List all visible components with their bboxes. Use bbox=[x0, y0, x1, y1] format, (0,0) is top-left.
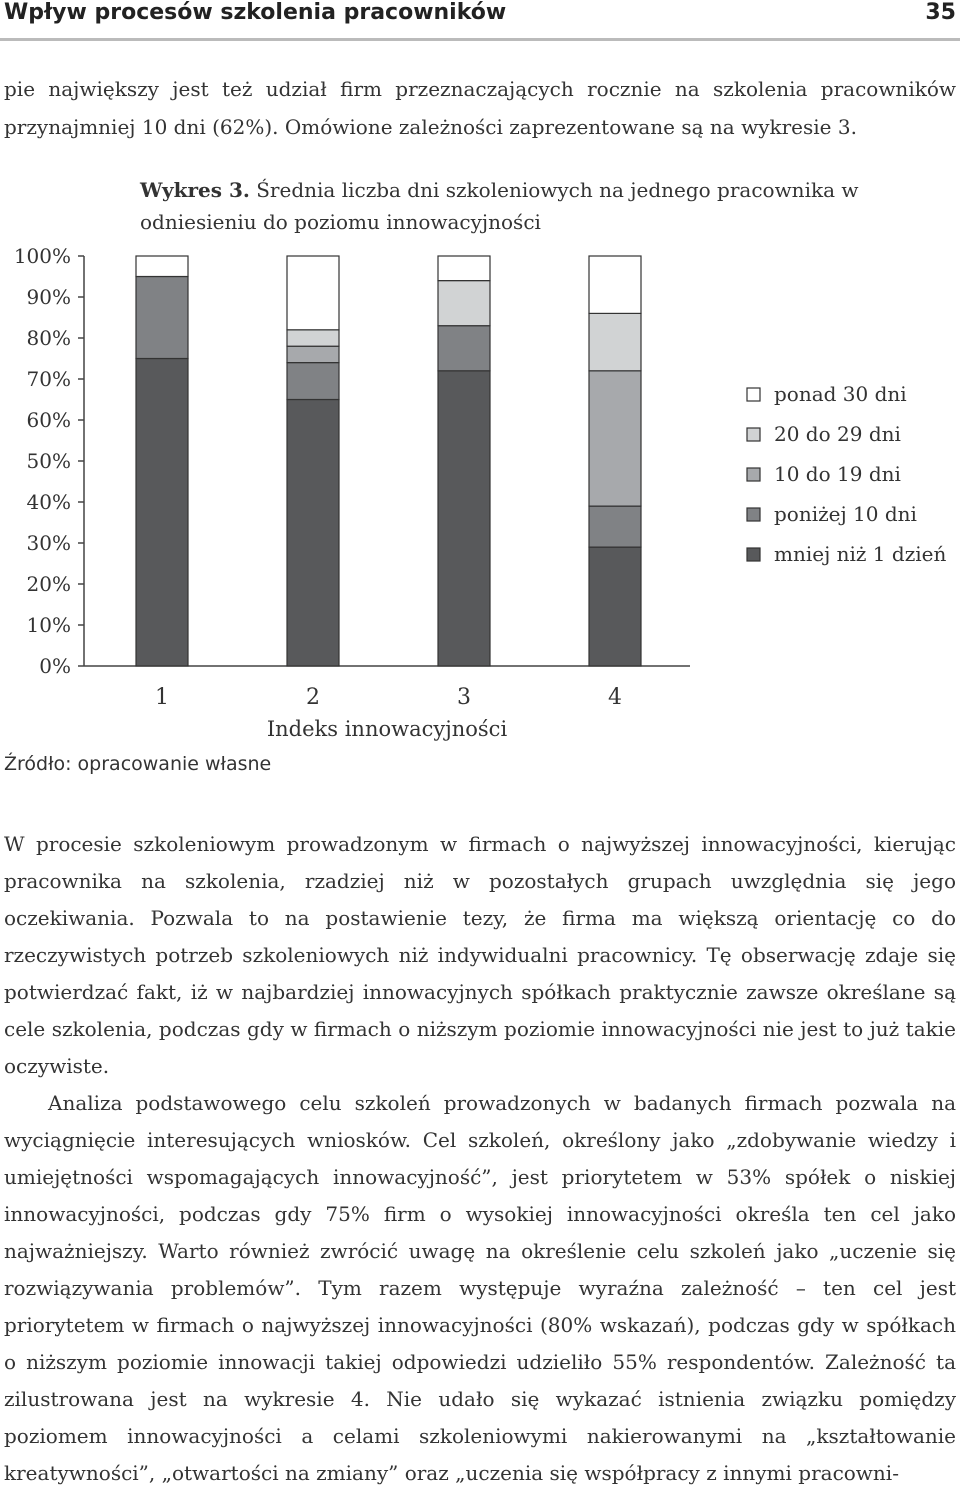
legend-label: mniej niż 1 dzień bbox=[774, 542, 947, 566]
bar-segment bbox=[287, 400, 339, 667]
figure-source: Źródło: opracowanie własne bbox=[4, 753, 272, 775]
x-tick-label: 2 bbox=[306, 685, 320, 710]
page-number: 35 bbox=[925, 0, 956, 25]
bar-segment bbox=[136, 277, 188, 359]
legend-swatch bbox=[747, 508, 760, 521]
y-tick-label: 60% bbox=[26, 408, 71, 432]
running-title: Wpływ procesów szkolenia pracowników bbox=[4, 0, 507, 25]
y-tick-label: 100% bbox=[13, 244, 71, 268]
running-header bbox=[0, 0, 960, 30]
bar-segment bbox=[438, 326, 490, 371]
bar-segment bbox=[589, 371, 641, 506]
intro-paragraph bbox=[4, 70, 956, 146]
figure-caption bbox=[140, 174, 955, 238]
body-text bbox=[4, 826, 956, 1492]
y-tick-label: 90% bbox=[26, 285, 71, 309]
legend-label: ponad 30 dni bbox=[774, 382, 907, 406]
legend-swatch bbox=[747, 388, 760, 401]
x-tick-label: 4 bbox=[608, 685, 622, 710]
figure-label: Wykres 3. bbox=[140, 178, 250, 202]
paragraph-1: W procesie szkoleniowym prowadzonym w firmach o najwyższej innowacyjności, kierując pracownika na szkolenia, rzadziej niż w pozostałych grupach uwzględnia się jego oczekiwania. Pozwala to na postawienie tezy, że firma ma większą orientację co do rzeczywistych potrzeb szkoleniowych niż indywidualni pracownicy. Tę obserwację zdaje się potwierdzać fakt, iż w najbardziej innowacyjnych spółkach praktycznie zawsze określane są cele szkolenia, podczas gdy w firmach o niższym poziomie innowacyjności nie jest to już takie oczywiste. bbox=[4, 832, 956, 1078]
bar-segment bbox=[589, 313, 641, 370]
y-tick-label: 50% bbox=[26, 449, 71, 473]
bar-segment bbox=[287, 363, 339, 400]
x-axis bbox=[155, 685, 622, 710]
legend-label: 20 do 29 dni bbox=[774, 422, 901, 446]
y-tick-label: 10% bbox=[26, 613, 71, 637]
legend-swatch bbox=[747, 468, 760, 481]
y-tick-label: 0% bbox=[39, 654, 71, 678]
figure-caption-text: Średnia liczba dni szkoleniowych na jednego pracownika w odniesieniu do poziomu innowacyjności bbox=[140, 178, 859, 234]
bar-segment bbox=[136, 359, 188, 667]
legend-label: 10 do 19 dni bbox=[774, 462, 901, 486]
legend-label: poniżej 10 dni bbox=[774, 502, 917, 526]
bar-segment bbox=[287, 330, 339, 346]
bar-segment bbox=[589, 547, 641, 666]
bars bbox=[136, 256, 641, 666]
y-tick-label: 20% bbox=[26, 572, 71, 596]
x-tick-label: 3 bbox=[457, 685, 471, 710]
bar-segment bbox=[589, 256, 641, 313]
bar-segment bbox=[287, 256, 339, 330]
x-tick-label: 1 bbox=[155, 685, 169, 710]
bar-segment bbox=[287, 346, 339, 362]
legend-swatch bbox=[747, 428, 760, 441]
bar-segment bbox=[438, 281, 490, 326]
y-tick-label: 30% bbox=[26, 531, 71, 555]
legend bbox=[747, 382, 946, 566]
bar-segment bbox=[438, 371, 490, 666]
header-rule bbox=[0, 38, 960, 41]
intro-text: pie największy jest też udział firm przeznaczających rocznie na szkolenia pracowników przynajmniej 10 dni (62%). Omówione zależności zaprezentowane są na wykresie 3. bbox=[4, 77, 956, 139]
paragraph-2: Analiza podstawowego celu szkoleń prowadzonych w badanych firmach pozwala na wyciągnięcie interesujących wniosków. Cel szkoleń, określony jako „zdobywanie wiedzy i umiejętności wspomagających innowacyjność”, jest priorytetem w 53% spółek o niskiej innowacyjności, podczas gdy 75% firm o wysokiej innowacyjności określa ten cel jako najważniejszy. Warto również zwrócić uwagę na określenie celu szkoleń jako „uczenie się rozwiązywania problemów”. Tym razem występuje wyraźna zależność – ten cel jest priorytetem w firmach o najwyższej innowacyjności (80% wskazań), podczas gdy w spółkach o niższym poziomie innowacji takiej odpowiedzi udzieliło 55% respondentów. Zależność ta zilustrowana jest na wykresie 4. Nie udało się wykazać istnienia związku pomiędzy poziomem innowacyjności a celami szkoleniowymi nakierowanymi na „kształtowanie kreatywności”, „otwartości na zmiany” oraz „uczenia się współpracy z innymi pracowni- bbox=[4, 1091, 956, 1485]
bar-segment bbox=[589, 506, 641, 547]
y-tick-label: 70% bbox=[26, 367, 71, 391]
bar-segment bbox=[438, 256, 490, 281]
bar-segment bbox=[136, 256, 188, 277]
y-tick-label: 80% bbox=[26, 326, 71, 350]
x-axis-label: Indeks innowacyjności bbox=[266, 717, 508, 741]
stacked-bar-chart bbox=[0, 236, 960, 746]
legend-swatch bbox=[747, 548, 760, 561]
y-tick-label: 40% bbox=[26, 490, 71, 514]
